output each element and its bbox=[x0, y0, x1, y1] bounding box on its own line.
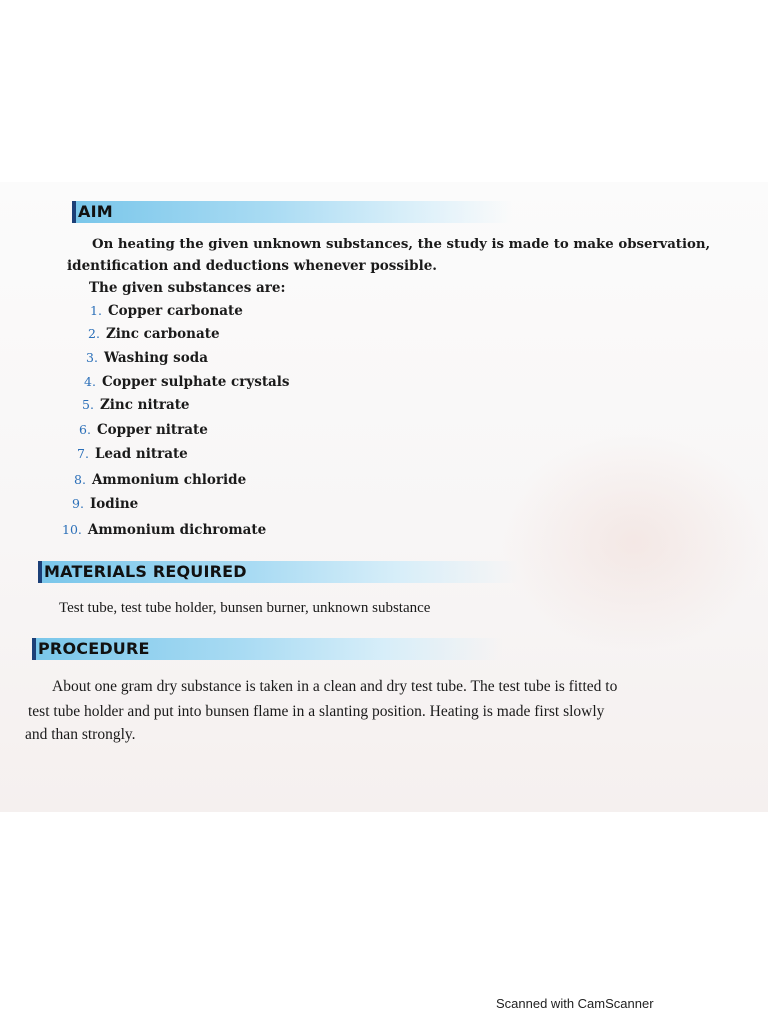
aim-intro-line-2: identification and deductions whenever possible. bbox=[67, 258, 437, 274]
aim-heading-accent bbox=[72, 201, 76, 223]
materials-text: Test tube, test tube holder, bunsen burner, unknown substance bbox=[59, 600, 431, 616]
scanner-watermark: Scanned with CamScanner bbox=[496, 996, 654, 1011]
procedure-heading-bar bbox=[32, 638, 502, 660]
list-item-number: 7. bbox=[77, 446, 89, 461]
list-item-label: Copper sulphate crystals bbox=[101, 374, 290, 390]
materials-heading: MATERIALS REQUIRED bbox=[44, 562, 247, 581]
procedure-heading: PROCEDURE bbox=[38, 639, 150, 658]
list-item-number: 9. bbox=[72, 496, 84, 511]
list-item-number: 5. bbox=[82, 397, 94, 412]
list-item bbox=[74, 472, 246, 488]
list-item-label: Iodine bbox=[89, 496, 139, 512]
list-item bbox=[79, 422, 208, 438]
aim-list-intro: The given substances are: bbox=[89, 280, 286, 296]
list-item-number: 8. bbox=[74, 472, 86, 487]
procedure-heading-accent bbox=[32, 638, 36, 660]
list-item-label: Washing soda bbox=[103, 350, 208, 366]
materials-heading-bar bbox=[38, 561, 518, 583]
list-item-number: 10. bbox=[62, 522, 82, 537]
list-item-label: Lead nitrate bbox=[94, 446, 188, 462]
list-item-label: Ammonium chloride bbox=[91, 472, 247, 488]
list-item bbox=[86, 350, 208, 366]
list-item-label: Copper nitrate bbox=[96, 422, 208, 438]
list-item bbox=[77, 446, 188, 462]
procedure-line-3: and than strongly. bbox=[25, 726, 136, 743]
aim-heading-bar bbox=[72, 201, 512, 223]
list-item-number: 1. bbox=[90, 303, 102, 318]
list-item-label: Zinc carbonate bbox=[105, 326, 220, 342]
procedure-line-1: About one gram dry substance is taken in a clean and dry test tube. The test tube is fitted to bbox=[52, 678, 618, 695]
list-item bbox=[62, 522, 266, 538]
list-item bbox=[88, 326, 220, 342]
procedure-line-2: test tube holder and put into bunsen flame in a slanting position. Heating is made first slowly bbox=[28, 703, 605, 720]
list-item bbox=[82, 397, 190, 413]
list-item-label: Copper carbonate bbox=[107, 303, 243, 319]
list-item bbox=[72, 496, 138, 512]
list-item-number: 6. bbox=[79, 422, 91, 437]
aim-heading: AIM bbox=[78, 202, 113, 221]
list-item-number: 4. bbox=[84, 374, 96, 389]
list-item bbox=[90, 303, 243, 319]
aim-intro-line-1: On heating the given unknown substances, the study is made to make observation, bbox=[92, 237, 711, 252]
list-item-label: Ammonium dichromate bbox=[87, 522, 267, 538]
materials-heading-accent bbox=[38, 561, 42, 583]
list-item bbox=[84, 374, 290, 390]
list-item-label: Zinc nitrate bbox=[99, 397, 190, 413]
list-item-number: 3. bbox=[86, 350, 98, 365]
list-item-number: 2. bbox=[88, 326, 100, 341]
